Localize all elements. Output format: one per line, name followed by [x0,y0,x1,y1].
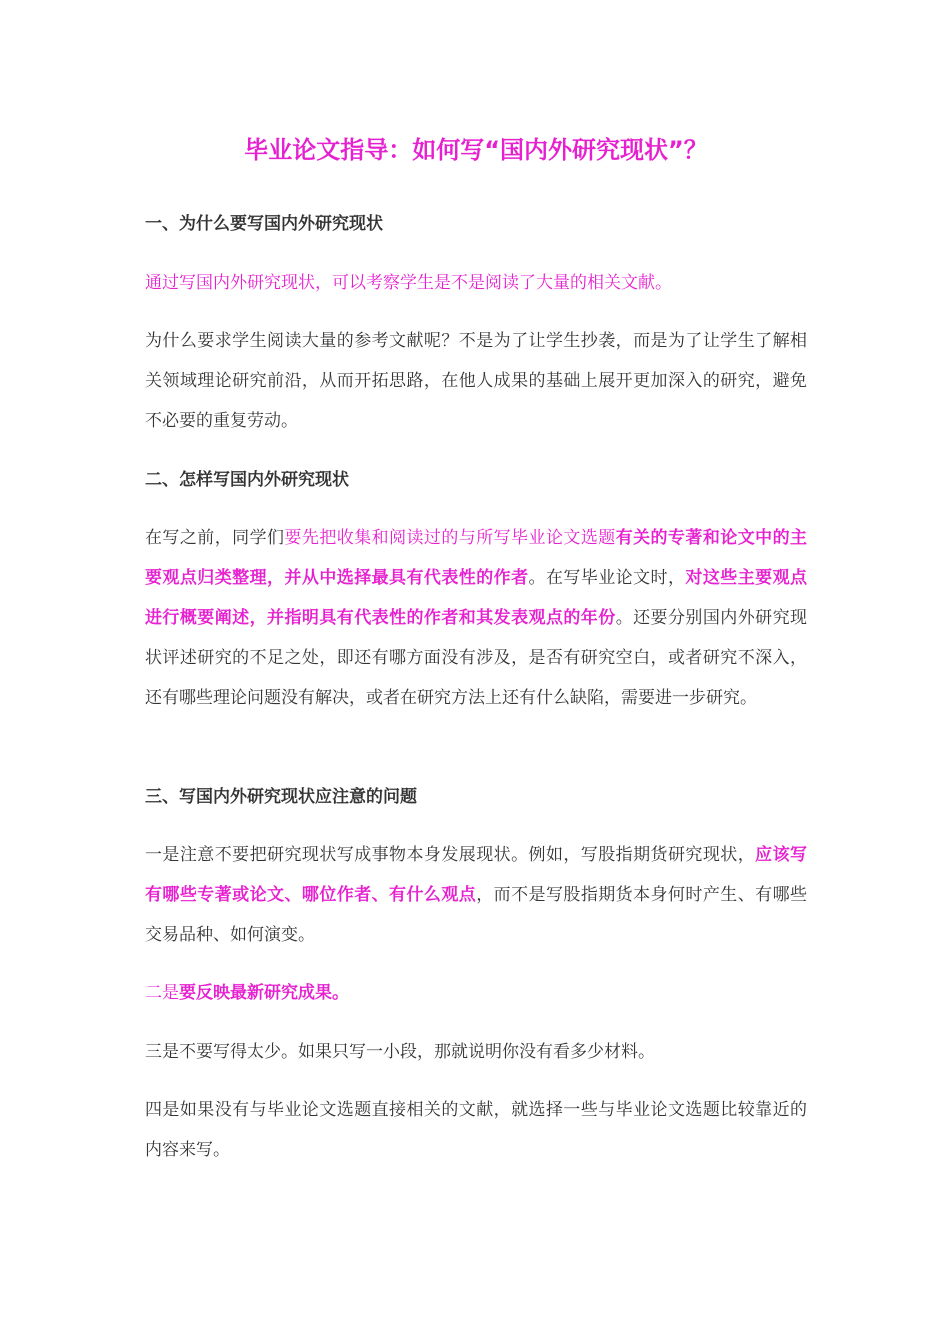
highlight-text: 通过写国内外研究现状，可以考察学生是不是阅读了大量的相关文献。 [145,273,672,293]
body-text: 。在写毕业论文时， [528,568,686,588]
paragraph [145,263,807,303]
body-text: 三是不要写得太少。如果只写一小段，那就说明你没有看多少材料。 [145,1042,655,1062]
paragraph [145,973,807,1013]
paragraph [145,1032,807,1072]
section-heading-1: 一、为什么要写国内外研究现状 [145,214,383,234]
body-text: ，而不是写股指期货本身何时产生、有哪些交易品种、如何演变。 [145,885,808,945]
document-title: 毕业论文指导：如何写“国内外研究现状”？ [244,136,708,164]
section-heading-2: 二、怎样写国内外研究现状 [145,470,349,490]
body-text: 。还要分别国内外研究现状评述研究的不足之处，即还有哪方面没有涉及，是否有研究空白，或者研究不深入，还有哪些理论问题没有解决，或者在研究方法上还有什么缺陷，需要进一步研究。 [145,608,808,708]
paragraph [145,1090,807,1170]
emphasis-text: 应该写有哪些专著或论文、哪位作者、有什么观点 [145,845,808,905]
body-text: 为什么要求学生阅读大量的参考文献呢？不是为了让学生抄袭，而是为了让学生了解相关领域理论研究前沿，从而开拓思路，在他人成果的基础上展开更加深入的研究，避免不必要的重复劳动。 [145,331,807,431]
paragraph [145,518,807,718]
emphasis-text: 要反映最新研究成果。 [179,983,349,1003]
emphasis-text: 对这些主要观点进行概要阐述，并指明具有代表性的作者和其发表观点的年份 [145,568,808,628]
emphasis-text: 有关的专著和论文中的主要观点归类整理，并从中选择最具有代表性的作者 [145,528,808,588]
section-heading-3: 三、写国内外研究现状应注意的问题 [145,787,417,807]
highlight-text: 二是 [145,983,179,1003]
highlight-text: 要先把收集和阅读过的与所写毕业论文选题 [284,528,616,548]
body-text: 四是如果没有与毕业论文选题直接相关的文献，就选择一些与毕业论文选题比较靠近的内容来写。 [145,1100,807,1160]
paragraph [145,835,807,955]
paragraph [145,321,807,441]
body-text: 在写之前，同学们 [145,528,285,548]
body-text: 一是注意不要把研究现状写成事物本身发展现状。例如，写股指期货研究现状， [145,845,756,865]
